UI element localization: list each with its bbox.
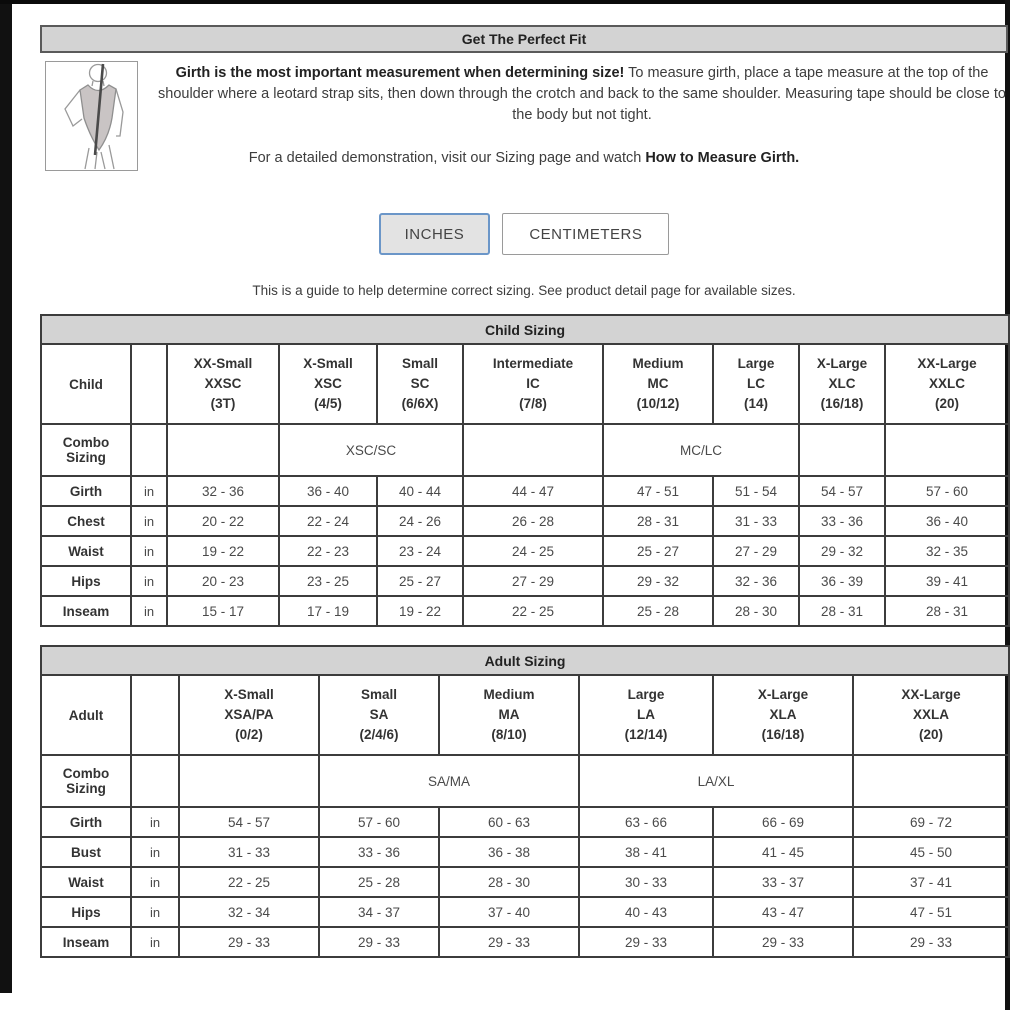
size-value-cell: 28 - 30 (439, 867, 579, 897)
size-column-header: X-Small XSC (4/5) (279, 344, 377, 424)
girth-measurement-figure (45, 61, 138, 171)
demo-note (40, 150, 1008, 166)
unit-cell: in (131, 506, 167, 536)
size-value-cell: 36 - 40 (279, 476, 377, 506)
combo-size-cell: XSC/SC (279, 424, 463, 476)
size-value-cell: 31 - 33 (713, 506, 799, 536)
size-value-cell: 28 - 31 (885, 596, 1009, 626)
size-value-cell: 31 - 33 (179, 837, 319, 867)
size-value-cell: 37 - 41 (853, 867, 1009, 897)
size-value-cell: 29 - 33 (853, 927, 1009, 957)
size-value-cell: 19 - 22 (377, 596, 463, 626)
size-value-cell: 54 - 57 (799, 476, 885, 506)
size-column-header: Medium MC (10/12) (603, 344, 713, 424)
size-value-cell: 36 - 39 (799, 566, 885, 596)
size-value-cell: 23 - 25 (279, 566, 377, 596)
size-value-cell: 22 - 24 (279, 506, 377, 536)
size-value-cell: 29 - 33 (579, 927, 713, 957)
size-value-cell: 38 - 41 (579, 837, 713, 867)
table-group-label: Child (41, 344, 131, 424)
size-value-cell: 33 - 36 (799, 506, 885, 536)
guide-note: This is a guide to help determine correct sizing. See product detail page for available sizes. (252, 283, 796, 298)
size-value-cell: 34 - 37 (319, 897, 439, 927)
child-sizing-table (40, 314, 1010, 627)
measurement-row-label: Inseam (41, 927, 131, 957)
size-value-cell: 32 - 36 (713, 566, 799, 596)
unit-cell: in (131, 476, 167, 506)
measurement-row-label: Inseam (41, 596, 131, 626)
size-value-cell: 20 - 23 (167, 566, 279, 596)
size-value-cell: 60 - 63 (439, 807, 579, 837)
size-value-cell: 23 - 24 (377, 536, 463, 566)
size-value-cell: 20 - 22 (167, 506, 279, 536)
size-value-cell: 51 - 54 (713, 476, 799, 506)
leotard-girth-icon (46, 62, 137, 170)
size-value-cell: 32 - 36 (167, 476, 279, 506)
combo-size-cell (167, 424, 279, 476)
measurement-row-label: Waist (41, 536, 131, 566)
unit-cell: in (131, 867, 179, 897)
size-value-cell: 29 - 33 (319, 927, 439, 957)
measurement-row-label: Hips (41, 566, 131, 596)
size-value-cell: 22 - 25 (179, 867, 319, 897)
combo-sizing-label: Combo Sizing (41, 755, 131, 807)
size-value-cell: 27 - 29 (463, 566, 603, 596)
size-column-header: Large LC (14) (713, 344, 799, 424)
size-value-cell: 22 - 25 (463, 596, 603, 626)
girth-instructions-rest: To measure girth, place a tape measure at the top of the shoulder where a leotard strap sits, then down through the crotch and back to the same shoulder. Measuring tape should be close to the body but not tight. (158, 65, 1006, 123)
size-column-header: Intermediate IC (7/8) (463, 344, 603, 424)
size-value-cell: 25 - 27 (603, 536, 713, 566)
girth-instructions-bold: Girth is the most important measurement when determining size! (175, 65, 625, 81)
size-value-cell: 36 - 38 (439, 837, 579, 867)
size-column-header: Small SC (6/6X) (377, 344, 463, 424)
size-value-cell: 29 - 33 (439, 927, 579, 957)
size-value-cell: 44 - 47 (463, 476, 603, 506)
size-value-cell: 54 - 57 (179, 807, 319, 837)
size-value-cell: 29 - 33 (179, 927, 319, 957)
section-title: Child Sizing (41, 315, 1009, 344)
combo-size-cell (853, 755, 1009, 807)
size-value-cell: 25 - 28 (319, 867, 439, 897)
size-value-cell: 28 - 31 (799, 596, 885, 626)
size-value-cell: 37 - 40 (439, 897, 579, 927)
size-value-cell: 28 - 31 (603, 506, 713, 536)
inches-button[interactable]: INCHES (379, 213, 491, 255)
size-value-cell: 24 - 25 (463, 536, 603, 566)
unit-toggle (40, 213, 1008, 255)
size-value-cell: 25 - 27 (377, 566, 463, 596)
size-value-cell: 24 - 26 (377, 506, 463, 536)
unit-column-spacer (131, 755, 179, 807)
size-value-cell: 29 - 32 (603, 566, 713, 596)
size-value-cell: 26 - 28 (463, 506, 603, 536)
size-value-cell: 30 - 33 (579, 867, 713, 897)
unit-cell: in (131, 837, 179, 867)
unit-cell: in (131, 927, 179, 957)
measurement-row-label: Chest (41, 506, 131, 536)
combo-size-cell (799, 424, 885, 476)
page-title: Get The Perfect Fit (40, 25, 1008, 53)
size-value-cell: 57 - 60 (885, 476, 1009, 506)
adult-sizing-table (40, 645, 1010, 958)
size-column-header: X-Small XSA/PA (0/2) (179, 675, 319, 755)
page-frame-left (0, 4, 12, 993)
size-value-cell: 29 - 33 (713, 927, 853, 957)
unit-cell: in (131, 897, 179, 927)
size-value-cell: 27 - 29 (713, 536, 799, 566)
size-value-cell: 66 - 69 (713, 807, 853, 837)
intro-section (40, 61, 1008, 175)
size-value-cell: 40 - 43 (579, 897, 713, 927)
size-value-cell: 43 - 47 (713, 897, 853, 927)
unit-column-spacer (131, 675, 179, 755)
unit-column-spacer (131, 344, 167, 424)
combo-size-cell (885, 424, 1009, 476)
size-value-cell: 47 - 51 (603, 476, 713, 506)
size-value-cell: 22 - 23 (279, 536, 377, 566)
size-value-cell: 19 - 22 (167, 536, 279, 566)
size-column-header: Medium MA (8/10) (439, 675, 579, 755)
combo-size-cell: MC/LC (603, 424, 799, 476)
combo-sizing-label: Combo Sizing (41, 424, 131, 476)
size-value-cell: 33 - 37 (713, 867, 853, 897)
size-column-header: XX-Large XXLC (20) (885, 344, 1009, 424)
size-column-header: Large LA (12/14) (579, 675, 713, 755)
page-frame-top (0, 0, 1010, 4)
size-value-cell: 29 - 32 (799, 536, 885, 566)
table-group-label: Adult (41, 675, 131, 755)
size-value-cell: 69 - 72 (853, 807, 1009, 837)
girth-instructions (156, 61, 1008, 126)
size-column-header: XX-Large XXLA (20) (853, 675, 1009, 755)
measurement-row-label: Girth (41, 807, 131, 837)
size-value-cell: 28 - 30 (713, 596, 799, 626)
measurement-row-label: Waist (41, 867, 131, 897)
combo-size-cell: LA/XL (579, 755, 853, 807)
size-value-cell: 57 - 60 (319, 807, 439, 837)
sizing-guide-page (40, 25, 1008, 958)
unit-cell: in (131, 566, 167, 596)
size-value-cell: 33 - 36 (319, 837, 439, 867)
unit-cell: in (131, 807, 179, 837)
size-value-cell: 40 - 44 (377, 476, 463, 506)
combo-size-cell: SA/MA (319, 755, 579, 807)
size-column-header: X-Large XLA (16/18) (713, 675, 853, 755)
section-title: Adult Sizing (41, 646, 1009, 675)
size-value-cell: 39 - 41 (885, 566, 1009, 596)
combo-size-cell (463, 424, 603, 476)
size-value-cell: 41 - 45 (713, 837, 853, 867)
size-value-cell: 47 - 51 (853, 897, 1009, 927)
unit-column-spacer (131, 424, 167, 476)
size-value-cell: 17 - 19 (279, 596, 377, 626)
unit-cell: in (131, 536, 167, 566)
size-value-cell: 45 - 50 (853, 837, 1009, 867)
size-column-header: XX-Small XXSC (3T) (167, 344, 279, 424)
combo-size-cell (179, 755, 319, 807)
demo-note-prefix: For a detailed demonstration, visit our Sizing page and watch (248, 150, 646, 166)
size-value-cell: 25 - 28 (603, 596, 713, 626)
size-value-cell: 32 - 34 (179, 897, 319, 927)
measurement-row-label: Bust (41, 837, 131, 867)
centimeters-button[interactable]: CENTIMETERS (502, 213, 669, 255)
size-value-cell: 15 - 17 (167, 596, 279, 626)
measurement-row-label: Hips (41, 897, 131, 927)
size-value-cell: 63 - 66 (579, 807, 713, 837)
demo-note-bold: How to Measure Girth. (645, 150, 800, 166)
size-value-cell: 32 - 35 (885, 536, 1009, 566)
unit-cell: in (131, 596, 167, 626)
size-value-cell: 36 - 40 (885, 506, 1009, 536)
measurement-row-label: Girth (41, 476, 131, 506)
size-column-header: X-Large XLC (16/18) (799, 344, 885, 424)
size-column-header: Small SA (2/4/6) (319, 675, 439, 755)
